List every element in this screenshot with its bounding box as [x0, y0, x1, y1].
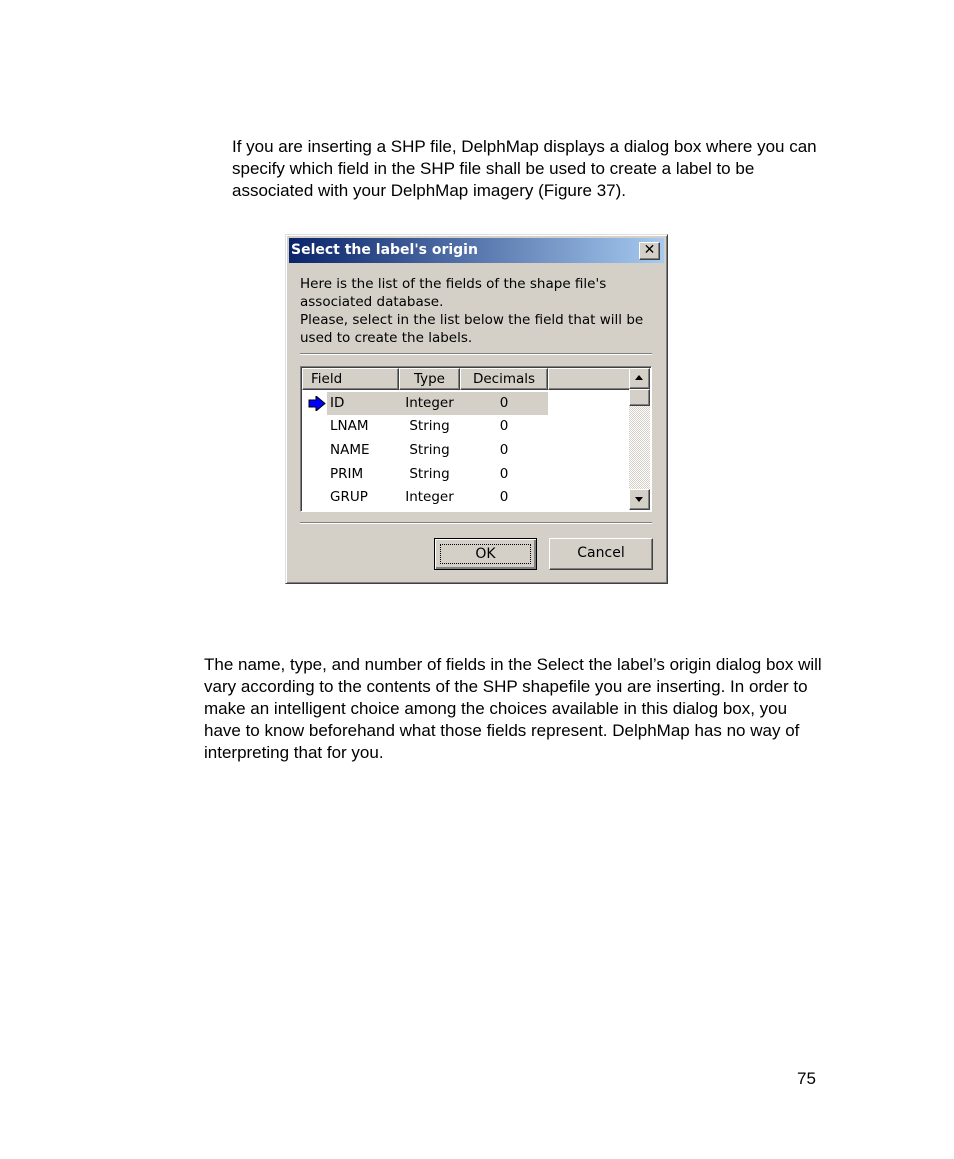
- separator: [300, 353, 652, 355]
- dialog-titlebar[interactable]: [289, 238, 664, 263]
- dialog-description: [300, 275, 650, 347]
- cell-field: PRIM: [330, 466, 364, 482]
- ok-button[interactable]: [434, 538, 537, 570]
- ok-button-label: OK: [440, 544, 531, 564]
- scroll-thumb[interactable]: [629, 389, 650, 406]
- arrow-down-icon: [635, 497, 643, 502]
- description-line: Please, select in the list below the field that will be used to create the labels.: [300, 312, 644, 346]
- scroll-down-button[interactable]: [629, 489, 650, 510]
- column-header-filler: [548, 368, 632, 390]
- cell-field: ID: [330, 395, 345, 411]
- close-button[interactable]: [639, 242, 660, 260]
- cell-decimals: 0: [499, 442, 509, 458]
- select-label-origin-dialog: [285, 234, 668, 584]
- cell-field: GRUP: [330, 489, 368, 505]
- column-header-decimals[interactable]: Decimals: [460, 368, 548, 390]
- cell-field: LNAM: [330, 418, 369, 434]
- cell-field: NAME: [330, 442, 370, 458]
- list-header: [302, 368, 632, 390]
- column-header-type[interactable]: Type: [399, 368, 460, 390]
- dialog-title: Select the label's origin: [291, 242, 478, 258]
- separator: [300, 522, 652, 524]
- arrow-pointer-icon: [308, 396, 326, 411]
- cell-type: Integer: [405, 489, 454, 505]
- cell-decimals: 0: [499, 395, 509, 411]
- list-row[interactable]: [302, 439, 548, 462]
- list-row[interactable]: [302, 463, 548, 486]
- scroll-up-button[interactable]: [629, 368, 650, 389]
- cell-decimals: 0: [499, 418, 509, 434]
- column-header-field[interactable]: Field: [302, 368, 399, 390]
- close-icon: ✕: [643, 242, 656, 258]
- vertical-scrollbar[interactable]: [629, 368, 650, 510]
- cell-decimals: 0: [499, 466, 509, 482]
- cell-type: Integer: [405, 395, 454, 411]
- page-number: 75: [797, 1069, 816, 1088]
- cell-type: String: [409, 466, 450, 482]
- cancel-button[interactable]: Cancel: [549, 538, 653, 570]
- list-row[interactable]: [302, 415, 548, 438]
- list-row[interactable]: [302, 392, 548, 415]
- list-row[interactable]: [302, 486, 548, 509]
- arrow-up-icon: [635, 375, 643, 380]
- body-paragraph: The name, type, and number of fields in the Select the label’s origin dialog box will vary according to the contents of the SHP shapefile you are inserting. In order to make an intelligent choice among the choices available in this dialog box, you have to know beforehand what those fields represent. DelphMap has no way of interpreting that for you.: [204, 655, 822, 762]
- fields-list[interactable]: [300, 366, 652, 512]
- description-line: Here is the list of the fields of the shape file's associated database.: [300, 276, 607, 310]
- intro-paragraph: If you are inserting a SHP file, DelphMap displays a dialog box where you can specify which field in the SHP file shall be used to create a label to be associated with your DelphMap imagery (Figure 37).: [232, 137, 817, 200]
- cell-type: String: [409, 442, 450, 458]
- cell-type: String: [409, 418, 450, 434]
- cell-decimals: 0: [499, 489, 509, 505]
